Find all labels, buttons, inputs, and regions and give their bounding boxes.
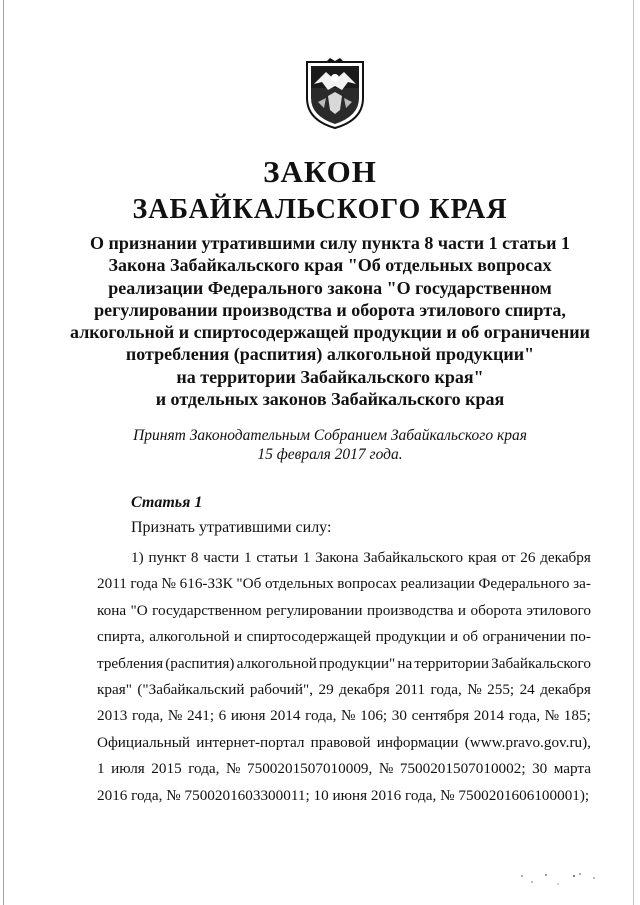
paragraph-word: 255; [487,680,515,698]
paragraph-line [97,730,591,756]
paragraph-word: пункт [148,549,187,566]
paragraph-word: 29 [318,680,334,698]
adoption-line: Принят Законодательным Собранием Забайкальского края [133,427,527,444]
paragraph-word: 2016 года, № 7500201603300011; 10 июня 2016 года, № 7500201606100001); [97,786,590,804]
paragraph-word: 7500201507010002; [399,760,526,778]
paragraph-word: от [501,549,516,566]
paragraph-word: требления [97,654,164,672]
law-subtitle [60,232,600,410]
paragraph-word: сентября [411,707,470,725]
paragraph-word: № [341,707,356,725]
paragraph-word: производства [366,601,454,619]
subtitle-line: О признании утратившими силу пункта 8 части 1 статьи 1 [89,233,570,253]
law-region: ЗАБАЙКАЛЬСКОГО КРАЯ [132,194,508,225]
paragraph-word: и [457,601,467,619]
scan-edge-right [633,0,634,905]
paragraph-word: года, [508,707,541,725]
paragraph-word: 2011 [97,575,127,593]
subtitle-line: алкогольной и спиртосодержащей продукции и об ограничении [70,322,590,343]
paragraph-word: (www.pravo.gov.ru), [464,733,591,751]
paragraph-word: отдельных [264,575,334,593]
paragraph-word: 30 [532,760,548,778]
paragraph-line [97,571,591,597]
paragraph-word: правовой [310,733,371,751]
paragraph-word: 30 [391,707,407,725]
paragraph-word: Забайкальского [491,654,591,672]
paragraph-word: марта [553,760,591,778]
paragraph-word: 2013 [97,707,128,725]
scan-edge-left [3,0,4,905]
paragraph-word: интернет-портал [196,733,305,751]
paragraph-word: № [378,760,394,778]
paragraph-word: декабря [339,680,390,698]
paragraph-word: № [225,760,241,778]
paragraph-word: года, [132,707,164,725]
paragraph-word: 1) [131,549,144,566]
paragraph-word: регулировании [266,601,363,619]
paragraph-word: спирта, [97,628,145,646]
paragraph-line [97,783,591,809]
paragraph-word: года, [430,680,462,698]
paragraph-word: ограничении [482,628,566,646]
paragraph-word: Официальный [97,733,191,751]
paragraph-word: и [450,628,459,646]
paragraph-word: декабря [540,549,591,566]
paragraph-word: 1 [97,760,105,778]
adoption-note [60,426,600,464]
paragraph-word: № [167,707,183,725]
paragraph-word: № [467,680,482,698]
scan-noise [510,870,600,890]
paragraph-word: алкогольной [236,654,317,672]
paragraph-word: оборота [470,601,522,619]
paragraph-word: Забайкальского [363,549,464,566]
paragraph-line [97,598,591,624]
paragraph-word: кона [97,601,127,619]
paragraph-word: 616-ЗЗК [179,575,233,593]
paragraph-word: территории [414,654,489,672]
subtitle-line: потребления (распития) алкогольной продукции" [125,344,535,365]
paragraph-word: за- [573,575,591,593]
subtitle-line: регулировании производства и оборота этилового спирта, [94,299,566,320]
subtitle-line: Закона Забайкальского края "Об отдельных вопросах [108,255,552,276]
paragraph-word: 2014 [270,707,301,725]
paragraph-word: ("Забайкальский [137,680,245,698]
paragraph-word: 2011 [395,680,426,698]
paragraph-word: части [203,549,240,566]
paragraph-word: "О [130,601,148,619]
paragraph-word: № [544,707,560,725]
paragraph-word: декабря [540,680,591,698]
paragraph-word: и [233,628,243,646]
subtitle-line: на территории Забайкальского края" [176,366,484,387]
law-title: ЗАКОН [263,154,377,189]
paragraph-word: продукции" [319,654,396,672]
paragraph-word: июня [230,707,266,725]
paragraph-word: статьи [256,549,298,566]
article-intro: Признать утратившими силу: [131,519,332,536]
paragraph-word: 7500201507010009, [247,760,373,778]
paragraph-word: 241; [187,707,215,725]
paragraph-word: информации [376,733,459,751]
paragraph-word: 6 [218,707,227,725]
paragraph-word: на [397,654,413,672]
paragraph-word: вопросах [337,575,397,593]
paragraph-line [97,677,591,703]
paragraph-word: 8 [190,549,199,566]
paragraph-word: № [161,575,177,593]
article-heading: Статья 1 [131,494,203,511]
paragraph-word: об [462,628,478,646]
adoption-date: 15 февраля 2017 года. [257,446,403,463]
article-item-1 [97,545,591,809]
paragraph-word: года, [188,760,220,778]
paragraph-word: 26 [520,549,536,566]
paragraph-word: алкогольной [149,628,230,646]
paragraph-word: рабочий", [249,680,314,698]
paragraph-word: 185; [563,707,591,725]
paragraph-line [97,756,591,782]
paragraph-line [97,651,591,677]
paragraph-word: государственном [152,601,262,619]
paragraph-line [97,624,591,650]
paragraph-word: Закона [315,549,359,566]
paragraph-word: Федерального [478,575,570,593]
paragraph-word: 2014 [473,707,505,725]
paragraph-word: 106; [360,707,388,725]
paragraph-word: спиртосодержащей [246,628,372,646]
paragraph-word: продукции [375,628,446,646]
paragraph-word: края [467,549,497,566]
paragraph-word: 1 [243,549,252,566]
paragraph-word: (распития) [165,654,235,672]
paragraph-word: года, [305,707,337,725]
paragraph-word: "Об [236,575,262,593]
coat-of-arms-emblem [304,58,366,130]
paragraph-line [97,545,591,571]
paragraph-word: 1 [302,549,311,566]
paragraph-word: 24 [519,680,535,698]
paragraph-word: края" [97,680,132,698]
subtitle-line: и отдельных законов Забайкальского края [155,389,505,410]
paragraph-word: 2015 [151,760,182,778]
paragraph-word: года [130,575,158,593]
paragraph-line [97,703,591,729]
paragraph-word: июля [111,760,145,778]
paragraph-word: по- [570,628,591,646]
paragraph-word: реализации [400,575,475,593]
paragraph-word: этилового [526,601,591,619]
subtitle-line: реализации Федерального закона "О государственном [108,277,552,298]
